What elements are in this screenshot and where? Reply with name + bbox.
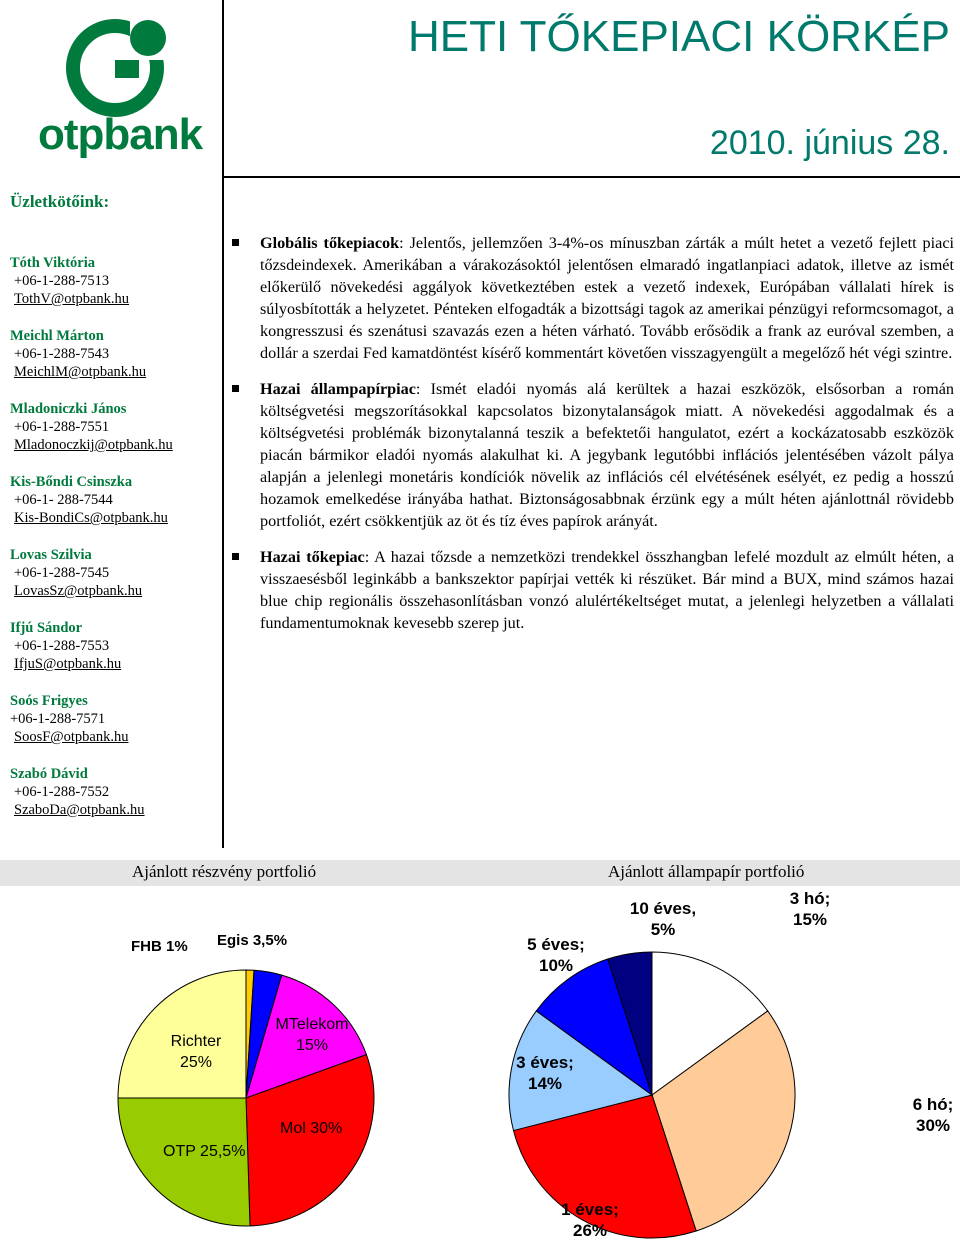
bullet-heading: Hazai tőkepiac [260,548,365,566]
slice-label: 1 éves; 26% [561,1200,619,1240]
slice-label: Egis 3,5% [217,932,288,949]
slice-label: 3 éves; 14% [516,1053,574,1093]
contact-card [10,692,128,746]
contact-email-link[interactable]: TothV@otpbank.hu [14,291,130,307]
bullet-global-markets [232,232,954,364]
contact-card [10,327,146,381]
slice-label: 3 hó; 15% [789,889,831,929]
otp-logo-mark [20,10,200,120]
pie-slice-4 [118,1098,250,1226]
bullet-marker-icon [232,239,239,246]
contact-card [10,546,142,600]
page-title: HETI TŐKEPIACI KÖRKÉP [408,12,950,61]
slice-label: Richter 25% [170,1033,222,1071]
contact-card [10,254,129,308]
contact-name: Meichl Márton [10,328,104,344]
bullet-heading: Hazai állampapírpiac [260,380,416,398]
contact-phone: +06-1- 288-7544 [14,492,113,508]
market-commentary [232,232,954,648]
equity-pie-chart [116,968,376,1228]
bond-chart-title: Ajánlott állampapír portfolió [608,862,805,881]
contact-email-link[interactable]: Mladonoczkij@otpbank.hu [14,437,173,453]
contact-card [10,400,173,454]
contact-email-link[interactable]: SoosF@otpbank.hu [14,729,129,745]
contacts-title: Üzletkötőink: [10,192,110,211]
contact-name: Tóth Viktória [10,255,95,271]
bullet-text: : A hazai tőzsde a nemzetközi trendekkel összhangban lefelé mozdult az elmúlt héten, a visszaesésből leginkább a bankszektor papírjai vették ki részüket. Bár mind a BUX, mind számos hazai blue chip regionális összehasonlításban vonzó alulértékeltséget mutat, a jelenlegi helyzetben a vállalati fundamentumoknak kevesebb szerep jut. [260,548,954,632]
slice-label: 5 éves; 10% [527,935,585,975]
contact-card [10,765,145,819]
contact-name: Soós Frigyes [10,693,88,709]
logo-text: otpbank [38,110,203,159]
contact-phone: +06-1-288-7513 [14,273,110,289]
bullet-marker-icon [232,385,239,392]
contact-phone: +06-1-288-7545 [14,565,110,581]
sidebar-divider [222,0,224,848]
contact-email-link[interactable]: IfjuS@otpbank.hu [14,656,122,672]
bullet-government-bonds [232,378,954,532]
slice-label: MTelekom 15% [275,1016,349,1054]
slice-label: 6 hó; 30% [912,1095,954,1135]
contact-name: Mladoniczki János [10,401,127,417]
contact-phone: +06-1-288-7551 [14,419,110,435]
contact-email-link[interactable]: Kis-BondiCs@otpbank.hu [14,510,168,526]
contact-name: Lovas Szilvia [10,547,92,563]
contact-name: Kis-Bőndi Csinszka [10,474,133,490]
contact-name: Szabó Dávid [10,766,88,782]
slice-label: FHB 1% [131,938,188,955]
slice-label: Mol 30% [280,1120,343,1137]
contact-email-link[interactable]: LovasSz@otpbank.hu [14,583,143,599]
contact-phone: +06-1-288-7571 [10,711,106,727]
slice-label: 10 éves, 5% [629,899,697,939]
contact-card [10,473,168,527]
contact-email-link[interactable]: SzaboDa@otpbank.hu [14,802,145,818]
contact-email-link[interactable]: MeichlM@otpbank.hu [14,364,147,380]
bullet-domestic-equities [232,546,954,634]
equity-chart-title: Ajánlott részvény portfolió [132,862,317,881]
page-date: 2010. június 28. [709,124,950,162]
contact-phone: +06-1-288-7552 [14,784,110,800]
bullet-heading: Globális tőkepiacok [260,234,400,252]
bullet-text: : Ismét eladói nyomás alá kerültek a hazai eszközök, elsősorban a román költségvetési megszorításokkal kapcsolatos bizonytalanságok miatt. A növekedési aggodalmak és a költségvetési problémák bizonytalanná teszik a befektetői hangulatot, ezért a kockázatosabb eszközök piacán bármikor eladói nyomás alakulhat ki. A jegybank legutóbbi inflációs jelentésében vázolt pálya alapján a jelenlegi monetáris kondíciók növelik az inflációs cél elvétésének esélyét, ez pedig a hosszú hozamok emelkedése irányába hathat. Biztonságosabbnak érzünk egy a múlt héten ajánlottnál rövidebb portfoliót, ezért csökkentjük az öt és tíz éves papírok arányát. [260,380,955,530]
bond-pie-chart [507,950,797,1240]
slice-label: OTP 25,5% [163,1143,246,1160]
bullet-text: : Jelentős, jellemzően 3-4%-os mínuszban zárták a múlt hetet a vezető fejlett piaci tőzsdeindexek. Amerikában a várakozásoktól jelentősen elmaradó ingatlanpiaci adatok, illetve az ismét előkerülő növekedési aggályok következtében estek a vezető indexek, Európában vállalati hírek is súlyosbították a helyzetet. Pénteken elfogadták a bizottsági tagok az amerikai pénzügyi reformcsomagot, a kongresszusi és szenátusi szavazás ezen a héten várható. Tovább erősödik a frank az euróval szemben, a dollár a szerdai Fed kamatdöntést kísérő kommentárt követően visszagyengült a megelőző hét végi szintre. [260,234,954,362]
bullet-marker-icon [232,553,239,560]
contact-phone: +06-1-288-7543 [14,346,110,362]
contact-name: Ifjú Sándor [10,620,83,636]
header-divider [224,176,960,178]
contact-card [10,619,121,673]
contact-phone: +06-1-288-7553 [14,638,110,654]
